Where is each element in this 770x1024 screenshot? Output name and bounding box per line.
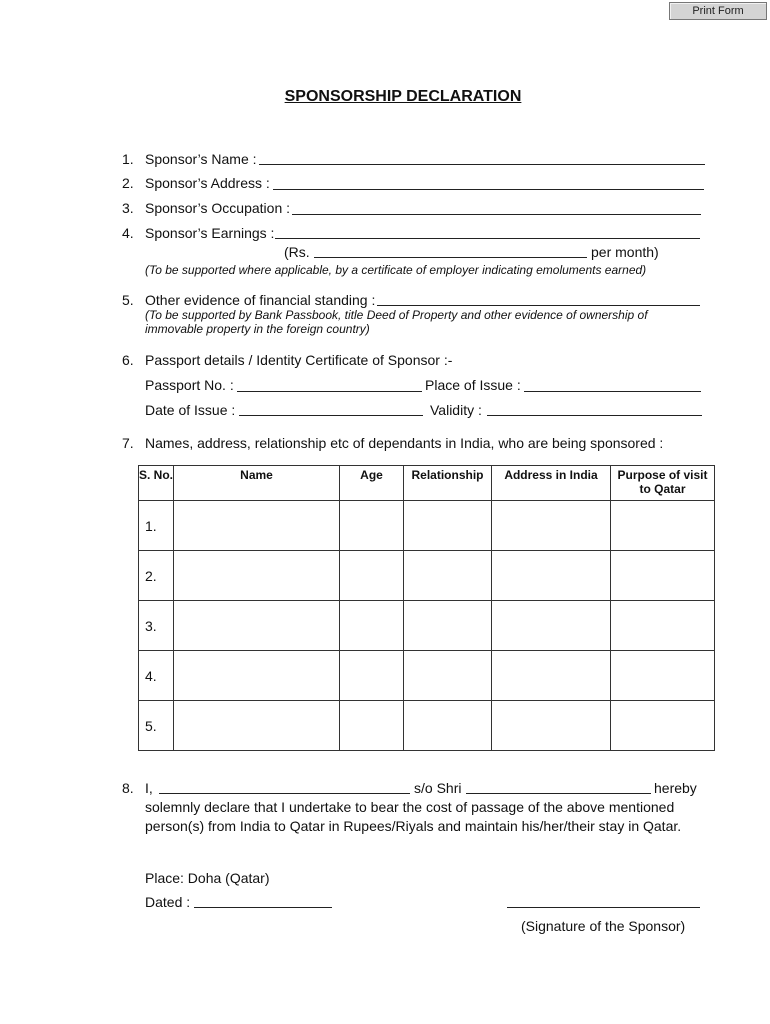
- declarant-name-field[interactable]: [159, 793, 410, 794]
- financial-standing-field[interactable]: [377, 305, 700, 306]
- name-cell[interactable]: [174, 601, 340, 651]
- item-number: 2.: [122, 175, 134, 191]
- name-cell[interactable]: [174, 501, 340, 551]
- address-cell[interactable]: [492, 701, 611, 751]
- address-cell[interactable]: [492, 651, 611, 701]
- date-of-issue-label: Date of Issue :: [145, 402, 236, 418]
- earnings-amount-field[interactable]: [314, 257, 587, 258]
- item-number: 5.: [122, 292, 134, 308]
- relationship-cell[interactable]: [404, 501, 492, 551]
- declarant-i-label: I,: [145, 780, 153, 796]
- sponsor-earnings-field[interactable]: [275, 238, 700, 239]
- age-cell[interactable]: [340, 501, 404, 551]
- age-cell[interactable]: [340, 601, 404, 651]
- row-sno: 2.: [139, 551, 174, 601]
- name-cell[interactable]: [174, 651, 340, 701]
- place-label: Place: Doha (Qatar): [145, 870, 270, 886]
- passport-details-label: Passport details / Identity Certificate of Sponsor :-: [145, 352, 453, 368]
- print-form-button[interactable]: Print Form: [669, 2, 767, 20]
- purpose-cell[interactable]: [611, 651, 715, 701]
- table-row: [139, 651, 715, 701]
- header-purpose-of-visit: Purpose of visit to Qatar: [611, 466, 715, 501]
- header-sno: S. No.: [139, 466, 174, 501]
- place-of-issue-label: Place of Issue :: [425, 377, 521, 393]
- item-number: 4.: [122, 225, 134, 241]
- table-row: [139, 701, 715, 751]
- relationship-cell[interactable]: [404, 601, 492, 651]
- purpose-cell[interactable]: [611, 551, 715, 601]
- header-address-in-india: Address in India: [492, 466, 611, 501]
- age-cell[interactable]: [340, 701, 404, 751]
- declaration-line2: solemnly declare that I undertake to bear the cost of passage of the above mentioned: [145, 799, 675, 815]
- table-row: [139, 601, 715, 651]
- dated-field[interactable]: [194, 907, 332, 908]
- item-number: 7.: [122, 435, 134, 451]
- sponsor-occupation-field[interactable]: [292, 214, 701, 215]
- purpose-cell[interactable]: [611, 701, 715, 751]
- address-cell[interactable]: [492, 601, 611, 651]
- passport-no-field[interactable]: [237, 391, 422, 392]
- header-name: Name: [174, 466, 340, 501]
- row-sno: 1.: [139, 501, 174, 551]
- financial-note-line1: (To be supported by Bank Passbook, title Deed of Property and other evidence of ownership of: [145, 308, 648, 322]
- declaration-line3: person(s) from India to Qatar in Rupees/Riyals and maintain his/her/their stay in Qatar.: [145, 818, 682, 834]
- sponsor-earnings-label: Sponsor’s Earnings :: [145, 225, 275, 241]
- page-title: SPONSORSHIP DECLARATION: [284, 88, 522, 105]
- dependants-label: Names, address, relationship etc of dependants in India, who are being sponsored :: [145, 435, 664, 451]
- dependants-table: [138, 465, 715, 751]
- father-name-field[interactable]: [466, 793, 651, 794]
- validity-field[interactable]: [487, 415, 702, 416]
- date-of-issue-field[interactable]: [239, 415, 423, 416]
- sponsor-address-label: Sponsor’s Address :: [145, 175, 270, 191]
- financial-standing-label: Other evidence of financial standing :: [145, 292, 376, 308]
- relationship-cell[interactable]: [404, 551, 492, 601]
- address-cell[interactable]: [492, 501, 611, 551]
- row-sno: 3.: [139, 601, 174, 651]
- sponsor-occupation-label: Sponsor’s Occupation :: [145, 200, 291, 216]
- item-number: 8.: [122, 780, 134, 796]
- relationship-cell[interactable]: [404, 701, 492, 751]
- per-month-label: per month): [591, 244, 659, 260]
- place-of-issue-field[interactable]: [524, 391, 701, 392]
- item-number: 6.: [122, 352, 134, 368]
- rs-prefix: (Rs.: [284, 244, 310, 260]
- dated-label: Dated :: [145, 894, 191, 910]
- row-sno: 4.: [139, 651, 174, 701]
- signature-label: (Signature of the Sponsor): [521, 918, 686, 934]
- age-cell[interactable]: [340, 651, 404, 701]
- table-row: [139, 551, 715, 601]
- sponsor-name-label: Sponsor’s Name :: [145, 151, 257, 167]
- relationship-cell[interactable]: [404, 651, 492, 701]
- sponsor-name-field[interactable]: [259, 164, 705, 165]
- address-cell[interactable]: [492, 551, 611, 601]
- table-header-row: [139, 466, 715, 501]
- so-shri-label: s/o Shri: [414, 780, 462, 796]
- header-age: Age: [340, 466, 404, 501]
- item-number: 3.: [122, 200, 134, 216]
- name-cell[interactable]: [174, 701, 340, 751]
- row-sno: 5.: [139, 701, 174, 751]
- purpose-cell[interactable]: [611, 501, 715, 551]
- sponsor-address-field[interactable]: [273, 189, 704, 190]
- age-cell[interactable]: [340, 551, 404, 601]
- validity-label: Validity :: [430, 402, 482, 418]
- purpose-cell[interactable]: [611, 601, 715, 651]
- financial-note-line2: immovable property in the foreign country): [145, 322, 370, 336]
- passport-no-label: Passport No. :: [145, 377, 234, 393]
- item-number: 1.: [122, 151, 134, 167]
- table-row: [139, 501, 715, 551]
- name-cell[interactable]: [174, 551, 340, 601]
- earnings-note: (To be supported where applicable, by a certificate of employer indicating emoluments earned): [145, 263, 647, 277]
- header-relationship: Relationship: [404, 466, 492, 501]
- hereby-label: hereby: [654, 780, 697, 796]
- signature-field[interactable]: [507, 907, 700, 908]
